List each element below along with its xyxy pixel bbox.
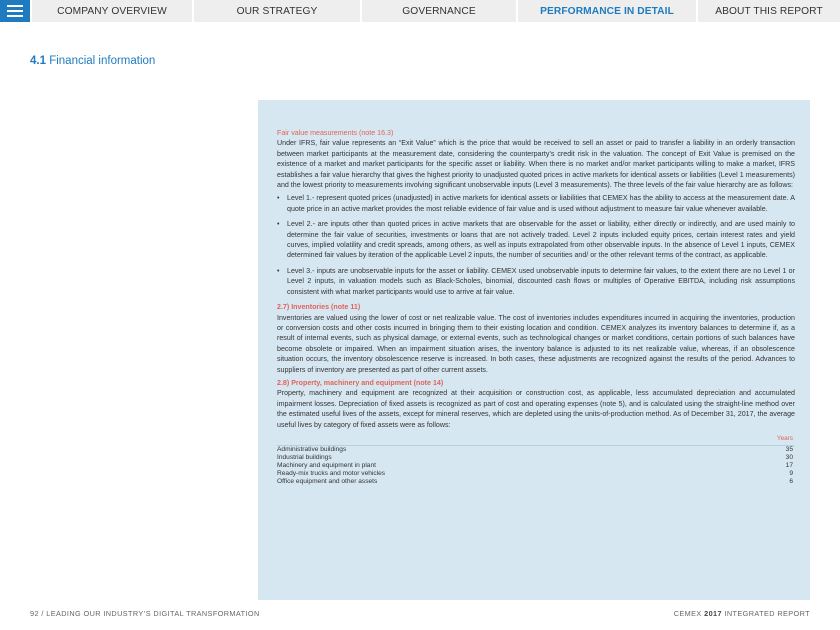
tab-about-this-report[interactable]: ABOUT THIS REPORT [696, 0, 840, 22]
inventories-body: Inventories are valued using the lower of cost or net realizable value. The cost of inventories includes expenditures incurred in acquiring the inventories, production or conversion costs and other costs incurred in bringing them to their existing location and condition. CEMEX analyzes its inventory balances to determine if, as a result of internal events, such as physical damage, or external events, such as technological changes or market conditions, certain portions of such balances have become obsolete or impaired. When an impairment situation arises, the inventory balance is adjusted to its net realizable value, whereas, if an obsolescence situation occurs, the inventory obsolescence reserve is increased. In both cases, these adjustments are recognized against the results of the period. Advances to suppliers of inventory are presented as part of other current assets. [277, 313, 795, 374]
table-row: Industrial buildings 30 [277, 454, 793, 462]
table-row: Ready-mix trucks and motor vehicles 9 [277, 470, 793, 478]
tab-our-strategy[interactable]: OUR STRATEGY [192, 0, 360, 22]
footer-report-name: INTEGRATED REPORT [724, 609, 810, 618]
inventories-heading: 2.7) Inventories (note 11) [277, 303, 361, 312]
hamburger-menu-icon[interactable] [0, 0, 30, 22]
table-row: Office equipment and other assets 6 [277, 478, 793, 486]
bullet-icon: • [277, 220, 280, 229]
page-title [30, 55, 155, 67]
list-item: • Level 1.- represent quoted prices (unadjusted) in active markets for identical assets or liabilities that CEMEX has the ability to access at the measurement date. A quote price in an active market provides the most reliable evidence of fair value and is used without adjustment to measure fair value whenever available. [277, 194, 795, 213]
content-panel [258, 100, 810, 600]
section-title-text: Financial information [49, 55, 156, 67]
ppe-body: Property, machinery and equipment are recognized at their acquisition or construction cost, as applicable, less accumulated depreciation and accumulated impairment losses. Depreciation of fixed assets is recognized as part of cost and operating expenses (note 5), and is calculated using the straight-line method over the estimated useful lives of the assets, except for mineral reserves, which are depleted using the units-of-production method. As of December 31, 2017, the average useful lives by category of fixed assets were as follows: [277, 389, 795, 429]
useful-lives-table [277, 445, 795, 486]
bullet-icon: • [277, 194, 280, 203]
table-row: Administrative buildings 35 [277, 446, 793, 454]
section-number: 4.1 [30, 55, 46, 67]
table-row: Machinery and equipment in plant 17 [277, 462, 793, 470]
bullet-icon: • [277, 266, 280, 275]
footer-brand: CEMEX [673, 609, 702, 618]
fair-value-levels-list [277, 193, 795, 297]
footer-right [674, 609, 810, 618]
fair-value-intro: Under IFRS, fair value represents an “Exit Value” which is the price that would be received to sell an asset or paid to transfer a liability in an orderly transaction between market participants at the measurement date, considering the counterparty’s credit risk in the valuation. The concept of Exit Value is premised on the existence of a market and market participants for the specific asset or liability. When there is no market and/or market participants willing to make a market, IFRS establishes a fair value hierarchy that gives the highest priority to unadjusted quoted prices in active markets for identical assets or liabilities (Level 1 measurements) and the lowest priority to measurements involving significant unobservable inputs (Level 3 measurements). The three levels of the fair value hierarchy are as follows: [277, 139, 795, 190]
tab-company-overview[interactable]: COMPANY OVERVIEW [30, 0, 192, 22]
years-column-header: Years [776, 434, 793, 442]
footer-tagline: LEADING OUR INDUSTRY’S DIGITAL TRANSFORMATION [46, 609, 260, 618]
ppe-heading: 2.8) Property, machinery and equipment (note 14) [277, 378, 444, 387]
fair-value-heading: Fair value measurements (note 16.3) [277, 129, 394, 137]
footer-left [30, 609, 260, 618]
content-body [277, 128, 795, 486]
footer-separator: / [41, 609, 44, 618]
footer-year: 2017 [704, 609, 722, 618]
tab-performance-in-detail[interactable]: PERFORMANCE IN DETAIL [516, 0, 696, 22]
list-item: • Level 2.- are inputs other than quoted prices in active markets that are observable for the asset or liability, either directly or indirectly, and are used mainly to determine the fair value of securities, investments or loans that are not actively traded. Level 2 inputs included equity prices, certain interest rates and yield curves, implied volatility and credit spreads, among others, as well as inputs extrapolated from other observable inputs. In the absence of Level 1 inputs, CEMEX determined fair values by iteration of the applicable Level 2 inputs, the number of securities and/ or the other relevant terms of the contract, as applicable. [277, 220, 795, 260]
page-number: 92 [30, 609, 39, 618]
tab-governance[interactable]: GOVERNANCE [360, 0, 516, 22]
top-navigation [0, 0, 840, 22]
list-item: • Level 3.- inputs are unobservable inputs for the asset or liability. CEMEX used unobservable inputs to determine fair values, to the extent there are no Level 1 or Level 2 inputs, in valuation models such as Black-Scholes, binomial, discounted cash flows or multiples of Operative EBITDA, including risk assumptions consistent with what market participants would use to arrive at fair value. [277, 266, 795, 296]
